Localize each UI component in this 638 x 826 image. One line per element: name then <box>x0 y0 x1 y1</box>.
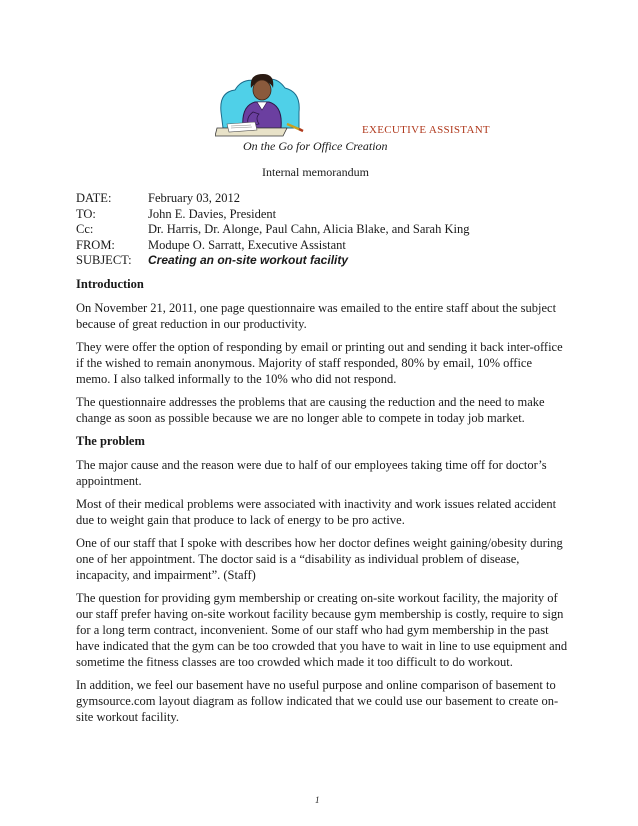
memo-type: Internal memorandum <box>262 165 369 179</box>
letterhead-tagline: On the Go for Office Creation <box>243 139 388 153</box>
paragraph: They were offer the option of responding by email or printing out and sending it back inter-office if the wished to remain anonymous. Majority of staff responded, 80% by email, 10% office memo. I also talked informally to the 10% who did not respond. <box>76 340 563 386</box>
page-number: 1 <box>315 795 320 805</box>
executive-assistant-clipart-icon <box>215 72 307 138</box>
field-to <box>76 207 469 223</box>
section-heading-introduction: Introduction <box>76 277 144 291</box>
paragraph: Most of their medical problems were associated with inactivity and work issues related accident due to weight gain that produce to lack of energy to be pro active. <box>76 497 557 527</box>
field-value: Dr. Harris, Dr. Alonge, Paul Cahn, Alicia Blake, and Sarah King <box>148 222 470 236</box>
field-from <box>76 238 469 254</box>
field-label: FROM: <box>76 237 115 252</box>
field-subject <box>76 253 469 269</box>
field-date <box>76 191 469 207</box>
memo-header-fields <box>76 191 469 269</box>
field-label: Cc: <box>76 222 94 236</box>
field-value: February 03, 2012 <box>148 191 240 205</box>
paragraph: The major cause and the reason were due to half of our employees taking time off for doctor’s appointment. <box>76 458 547 488</box>
field-value: Creating an on-site workout facility <box>148 253 349 267</box>
field-cc <box>76 222 469 238</box>
paragraph: In addition, we feel our basement have no useful purpose and online comparison of basement to gymsource.com layout diagram as follow indicated that we could use our basement to create on-site workout facility. <box>76 678 559 724</box>
paragraph: On November 21, 2011, one page questionnaire was emailed to the entire staff about the subject because of great reduction in our productivity. <box>76 301 557 331</box>
paragraph: The question for providing gym membership or creating on-site workout facility, the majority of our staff prefer having on-site workout facility because gym membership is costly, require to sign for a long term contract, inconvenient. Some of our staff who had gym membership in the past have indicated that the gym can be too crowded that you have to wait in line to use equipment and sometime the fitness classes are too crowded which made it too difficult to do workout. <box>76 591 568 669</box>
field-value: John E. Davies, President <box>148 206 277 221</box>
section-heading-problem: The problem <box>76 434 145 448</box>
paragraph: The questionnaire addresses the problems that are causing the reduction and the need to make change as soon as possible because we are no longer able to compete in today job market. <box>76 395 545 425</box>
memo-body <box>76 276 568 732</box>
letterhead-title: EXECUTIVE ASSISTANT <box>362 124 490 136</box>
field-value: Modupe O. Sarratt, Executive Assistant <box>148 237 346 252</box>
field-label: SUBJECT: <box>76 253 132 267</box>
field-label: TO: <box>76 206 96 221</box>
paragraph: One of our staff that I spoke with describes how her doctor defines weight gaining/obesity during one of her appointment. The doctor said is a “disability as individual problem of disease, incapacity, and impairment”. (Staff) <box>76 536 563 582</box>
field-label: DATE: <box>76 191 112 205</box>
